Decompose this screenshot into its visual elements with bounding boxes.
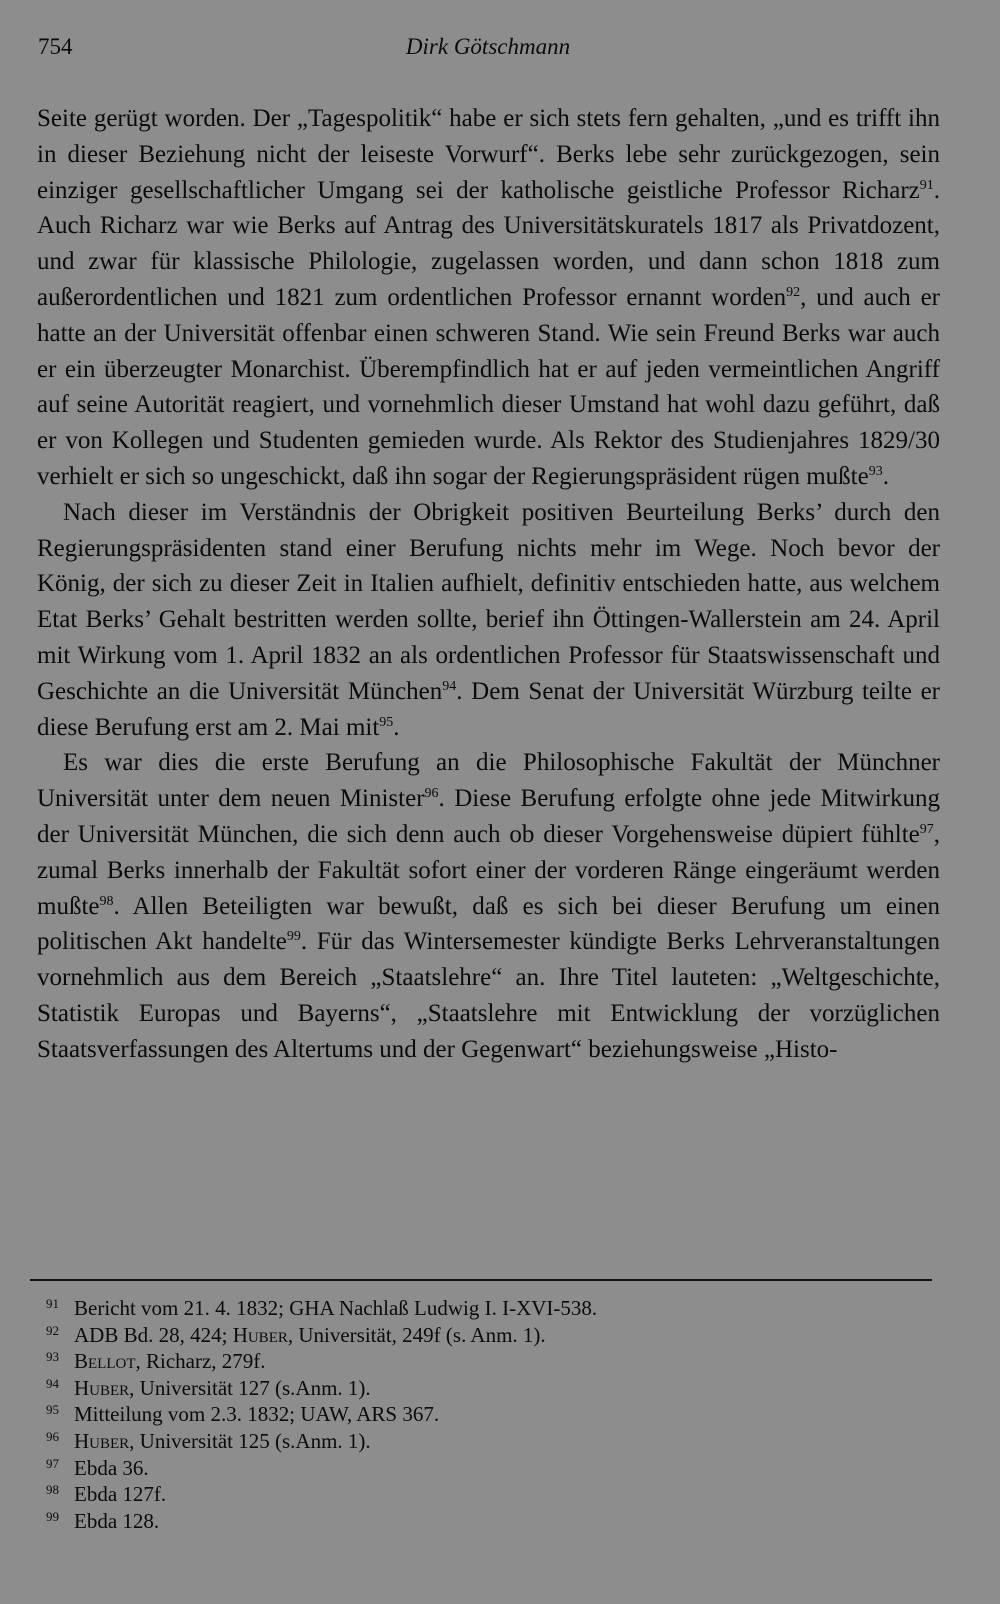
footnote: 95 Mitteilung vom 2.3. 1832; UAW, ARS 367. [46, 1402, 440, 1427]
author-name: Huber [74, 1375, 130, 1400]
footnote: 93 Bellot, Richarz, 279f. [46, 1349, 266, 1374]
footnote-reference: 97 [919, 821, 934, 837]
body-text [37, 101, 940, 1068]
footnote: 91 Bericht vom 21. 4. 1832; GHA Nachlaß Ludwig I. I-XVI-538. [46, 1296, 598, 1320]
footnote: 98 Ebda 127f. [46, 1482, 167, 1507]
footnote-reference: 96 [424, 786, 439, 802]
footnote: 96 Huber, Universität 125 (s.Anm. 1). [46, 1428, 371, 1453]
footnote-divider [30, 1279, 932, 1281]
text-run: . Für das Wintersemester kündigte Berks Lehrveranstaltungen vornehmlich aus dem Bereich „Staatslehre“ an. Ihre Titel lauteten: „Weltgeschichte, Statistik Europas und Bayerns“, „Staatslehre mit Entwicklung der vorzüglichen Staatsverfassungen des Altertums und der Gegenwart“ beziehungsweise „Histo- [37, 928, 940, 1063]
text-run: , Universität 125 (s.Anm. 1). [129, 1428, 371, 1453]
text-run: , Universität, 249f (s. Anm. 1). [287, 1322, 546, 1347]
text-run: . Allen Beteiligten war bewußt, daß es sich bei dieser Berufung um einen politischen Akt handelte [37, 892, 940, 956]
paragraph [37, 495, 940, 746]
author-name: Huber [232, 1322, 288, 1347]
page-number: 754 [38, 34, 73, 59]
footnote: 94 Huber, Universität 127 (s.Anm. 1). [46, 1375, 371, 1400]
author-name: Bellot [74, 1349, 136, 1374]
text-run: , Universität 127 (s.Anm. 1). [129, 1375, 371, 1400]
footnote-reference: 91 [919, 177, 934, 193]
author-name: Huber [74, 1428, 130, 1453]
text-run: , Richarz, 279f. [135, 1349, 266, 1374]
paragraph [37, 101, 940, 495]
text-run: Nach dieser im Verständnis der Obrigkeit positiven Beurteilung Berks’ durch den Regierungspräsidenten stand einer Berufung nichts mehr im Wege. Noch bevor der König, der sich zu dieser Zeit in Italien aufhielt, definitiv entschieden hatte, aus welchem Etat Berks’ Gehalt bestritten werden sollte, berief ihn Öttingen-Wallerstein am 24. April mit Wirkung vom 1. April 1832 an als ordentlichen Professor für Staatswissenschaft und Geschichte an die Universität München [37, 498, 940, 705]
text-run: . [882, 462, 889, 490]
footnotes [46, 1295, 940, 1534]
text-run: Bericht vom 21. 4. 1832; GHA Nachlaß Ludwig I. I-XVI-538. [74, 1296, 598, 1320]
running-head-author: Dirk Götschmann [405, 34, 571, 59]
text-run: . Dem Senat der Universität Würzburg teilte er diese Berufung erst am 2. Mai mit [37, 677, 941, 741]
text-run: Ebda 36. [74, 1455, 149, 1480]
text-run: . Auch Richarz war wie Berks auf Antrag des Universitätskuratels 1817 als Privatdozent, und zwar für klassische Philologie, zugelassen worden, und dann schon 1818 zum außerordentlichen und 1821 zum ordentlichen Professor ernannt worden [37, 176, 940, 311]
footnote-reference: 99 [286, 929, 301, 945]
text-run: . Diese Berufung erfolgte ohne jede Mitwirkung der Universität München, die sich denn auch ob dieser Vorgehensweise düpiert fühlte [37, 785, 941, 848]
text-run: Es war dies die erste Berufung an die Philosophische Fakultät der Münchner Universität unter dem neuen Minister [37, 749, 940, 813]
text-run: Ebda 127f. [74, 1482, 167, 1507]
text-run: Mitteilung vom 2.3. 1832; UAW, ARS 367. [74, 1402, 440, 1427]
text-run: , zumal Berks innerhalb der Fakultät sofort einer der vorderen Ränge eingeräumt werden mußte [37, 820, 940, 920]
page-header [38, 34, 938, 68]
text-run: ADB Bd. 28, 424; [74, 1322, 233, 1347]
text-run: . [393, 713, 400, 741]
footnote: 92 ADB Bd. 28, 424; Huber, Universität, 249f (s. Anm. 1). [46, 1322, 546, 1347]
footnote: 97 Ebda 36. [46, 1455, 149, 1480]
footnote-reference: 95 [379, 714, 394, 730]
paragraph [37, 745, 940, 1067]
footnote-reference: 92 [786, 284, 801, 300]
footnote-reference: 94 [442, 678, 457, 694]
footnote-reference: 93 [868, 463, 883, 479]
text-run: Ebda 128. [74, 1508, 160, 1533]
text-run: , und auch er hatte an der Universität offenbar einen schweren Stand. Wie sein Freund Berks war auch er ein überzeugter Monarchist. Überempfindlich hat er auf jeden vermeintlichen Angriff auf seine Autorität reagiert, und vornehmlich dieser Umstand hat wohl dazu geführt, daß er von Kollegen und Studenten gemieden wurde. Als Rektor des Studienjahres 1829/30 verhielt er sich so ungeschickt, daß ihn sogar der Regierungspräsident rügen mußte [37, 283, 940, 490]
text-run: Seite gerügt worden. Der „Tagespolitik“ habe er sich stets fern gehalten, „und es trifft ihn in dieser Beziehung nicht der leiseste Vorwurf“. Berks lebe sehr zurückgezogen, sein einziger gesellschaftlicher Umgang sei der katholische geistliche Professor Richarz [37, 105, 940, 204]
footnote-reference: 98 [99, 893, 114, 909]
footnote: 99 Ebda 128. [46, 1508, 160, 1533]
